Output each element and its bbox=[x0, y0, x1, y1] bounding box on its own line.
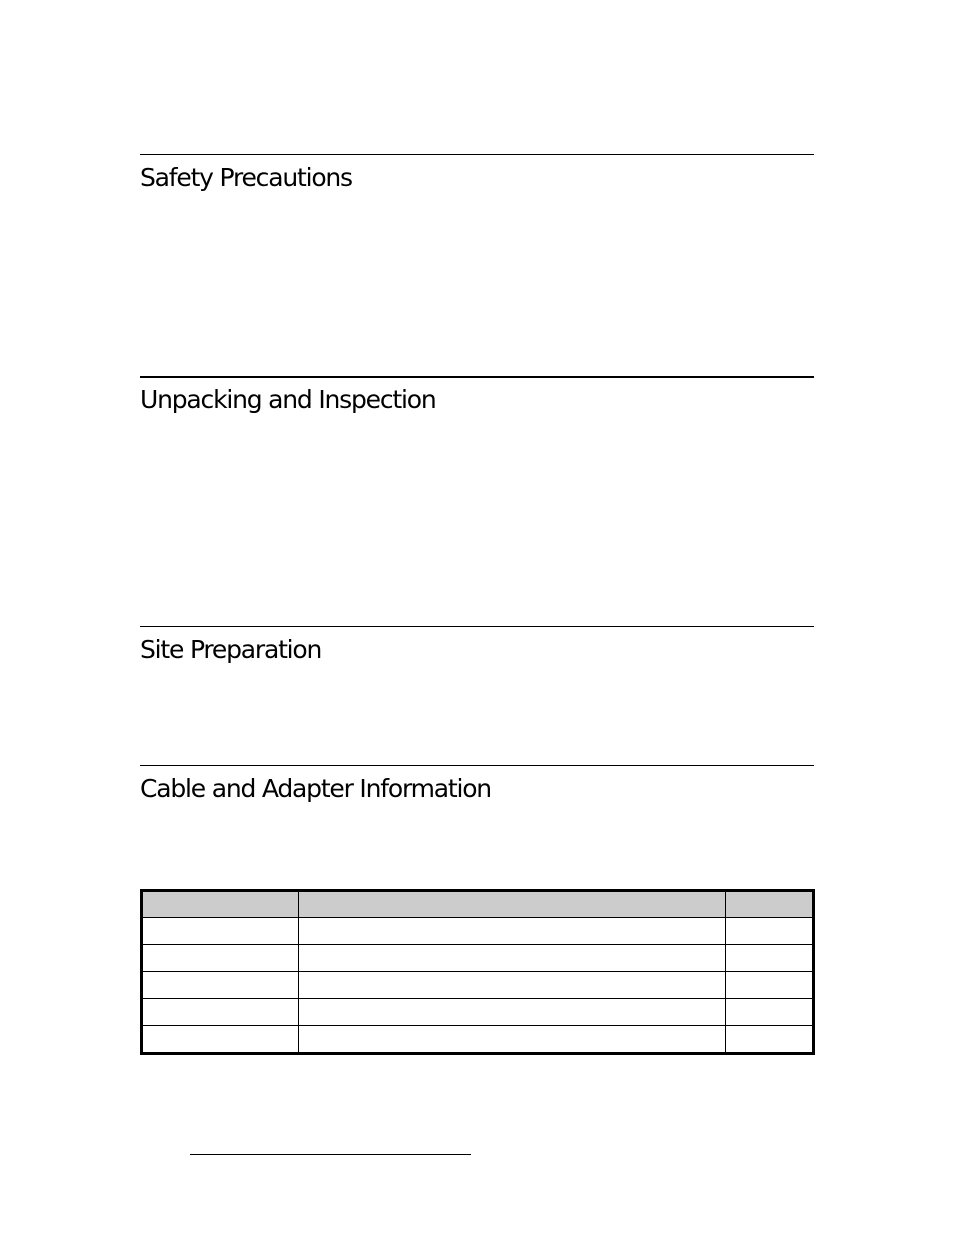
table-header-cell bbox=[726, 891, 814, 918]
table-row bbox=[142, 972, 814, 999]
table-cell bbox=[726, 945, 814, 972]
cable-adapter-rule bbox=[140, 765, 814, 766]
table-header-cell bbox=[142, 891, 299, 918]
table-cell bbox=[726, 999, 814, 1026]
table-cell bbox=[299, 999, 726, 1026]
table-row bbox=[142, 918, 814, 945]
table-header-cell bbox=[299, 891, 726, 918]
table-cell bbox=[142, 945, 299, 972]
table-cell bbox=[726, 1026, 814, 1054]
site-preparation-heading: Site Preparation bbox=[140, 635, 322, 664]
table-row bbox=[142, 1026, 814, 1054]
unpacking-inspection-heading: Unpacking and Inspection bbox=[140, 385, 436, 414]
cable-adapter-heading: Cable and Adapter Information bbox=[140, 774, 491, 803]
cable-adapter-table bbox=[140, 889, 815, 1055]
safety-precautions-heading: Safety Precautions bbox=[140, 163, 352, 192]
table-cell bbox=[299, 1026, 726, 1054]
site-preparation-rule bbox=[140, 626, 814, 627]
table-cell bbox=[299, 972, 726, 999]
table-row bbox=[142, 999, 814, 1026]
unpacking-inspection-rule bbox=[140, 376, 814, 378]
table-cell bbox=[142, 918, 299, 945]
table-row bbox=[142, 945, 814, 972]
table-header-row bbox=[142, 891, 814, 918]
table-cell bbox=[726, 972, 814, 999]
table-cell bbox=[142, 999, 299, 1026]
table-cell bbox=[299, 918, 726, 945]
safety-precautions-rule bbox=[140, 154, 814, 155]
footnote-separator bbox=[190, 1154, 471, 1155]
table-cell bbox=[299, 945, 726, 972]
table-cell bbox=[142, 972, 299, 999]
table-cell bbox=[726, 918, 814, 945]
table-cell bbox=[142, 1026, 299, 1054]
